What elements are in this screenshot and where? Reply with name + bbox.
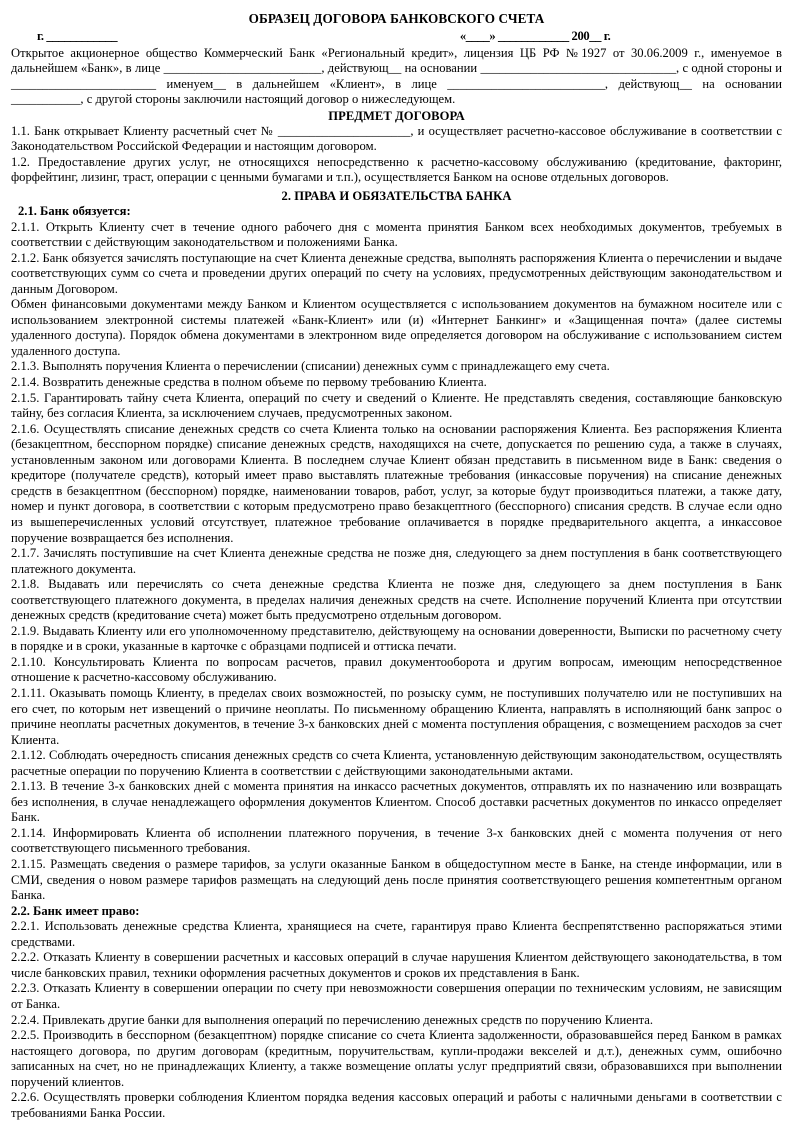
paragraph-2-2-1: 2.2.1. Использовать денежные средства Клиента, хранящиеся на счете, гарантируя право Клиента беспрепятственно распоряжаться этими средствами.: [11, 919, 782, 949]
paragraph-2-1-6: 2.1.6. Осуществлять списание денежных средств со счета Клиента только на основании распоряжения Клиента. Без распоряжения Клиента (безакцептном, бесспорном порядке) списание денежных средств, находящихся на счете, допускается по решению суда, а также в случаях, установленным законом или договорами Клиента. В последнем случае Клиент обязан представить в письменном виде в Банк: сведения о кредиторе (получателе средств), который имеет право выставлять платежные требования (инкассовые поручения) на списание денежных средств в безакцептном (бесспорном) порядке, наименовании товаров, работ, услуг, за которые будут производиться платежи, а также дату, номер и пункт договора, в соответствии с которым предусмотрено право безакцептного (бесспорного) списания средств. В случае если одно из вышеперечисленных условий отсутствует, платежное требование оплачивается в порядке предварительного акцепта, а инкассовое поручение возвращается без исполнения.: [11, 421, 782, 545]
preamble-paragraph: Открытое акционерное общество Коммерческий Банк «Региональный кредит», лицензия ЦБ РФ №1927 от 30.06.2009 г., именуемое в дальнейшем «Банк», в лице _________________________, действующ__ на основании _______________________________, с одной стороны и _______________________ именуем__ в дальнейшем «Клиент», в лице _________________________, действующ__ на основании ___________, с другой стороны заключили настоящий договор о нижеследующем.: [11, 45, 782, 107]
paragraph-2-1-5: 2.1.5. Гарантировать тайну счета Клиента, операций по счету и сведений о Клиенте. Не представлять сведения, составляющие банковскую тайну, без согласия Клиента, за исключением случаев, предусмотренных законом.: [11, 390, 782, 421]
paragraph-2-1-8: 2.1.8. Выдавать или перечислять со счета денежные средства Клиента не позже дня, следующего за днем поступления в Банк соответствующего платежного документа, в пределах наличия денежных средств на счете. Исполнение поручений Клиента при отсутствии денежных средств (кредитование счета) может быть предусмотрено отдельным договором.: [11, 577, 782, 623]
paragraph-document-exchange: Обмен финансовыми документами между Банком и Клиентом осуществляется с использованием документов на бумажном носителе или с использованием электронной системы платежей «Банк-Клиент» или (и) «Интернет Банкинг» и «Защищенная почта» (далее системы удаленного доступа). Порядок обмена документами в электронном виде определяется договором на обслуживание с использованием систем удаленного доступа.: [11, 297, 782, 358]
paragraph-2-2-4: 2.2.4. Привлекать другие банки для выполнения операций по перечислению денежных средств по поручению Клиента.: [11, 1012, 653, 1027]
paragraph-2-1-2: 2.1.2. Банк обязуется зачислять поступающие на счет Клиента денежные средства, выполнять распоряжения Клиента о перечислении и выдаче соответствующих сумм со счета и проведении других операций по счету на условиях, предусмотренных действующим законодательством и данным Договором.: [11, 250, 782, 296]
subheading-bank-obligations: 2.1. Банк обязуется:: [18, 203, 131, 218]
paragraph-2-1-1: 2.1.1. Открыть Клиенту счет в течение одного рабочего дня с момента принятия Банком всех необходимых документов, требуемых в соответствии с действующим законодательством и положениями Банка.: [11, 219, 782, 250]
section-spacer: [11, 186, 782, 188]
place-date-row: [11, 29, 782, 45]
paragraph-2-1-7: 2.1.7. Зачислять поступившие на счет Клиента денежные средства не позже дня, следующего за днем поступления в банк соответствующего платежного документа.: [11, 546, 782, 576]
paragraph-2-1-10: 2.1.10. Консультировать Клиента по вопросам расчетов, правил документооборота и другим вопросам, имеющим непосредственное отношение к расчетно-кассовому обслуживанию.: [11, 654, 782, 685]
section-heading-subject: ПРЕДМЕТ ДОГОВОРА: [328, 108, 465, 123]
place-field: г. ____________: [37, 29, 118, 43]
subheading-bank-entitlements: 2.2. Банк имеет право:: [11, 903, 140, 918]
paragraph-2-1-15: 2.1.15. Размещать сведения о размере тарифов, за услуги оказанные Банком в общедоступном месте в Банке, на стенде информации, или в СМИ, сведения о новом размере тарифов размещать на следующий день после принятия соответствующего решения компетентным органом Банка.: [11, 856, 782, 903]
page-title: ОБРАЗЕЦ ДОГОВОРА БАНКОВСКОГО СЧЕТА: [248, 11, 545, 26]
paragraph-2-1-3: 2.1.3. Выполнять поручения Клиента о перечислении (списании) денежных сумм с принадлежащего ему счета.: [11, 359, 610, 374]
paragraph-1-1: 1.1. Банк открывает Клиенту расчетный счет № _____________________, и осуществляет расчетно-кассовое обслуживание в соответствии с Законодательством Российской Федерации и настоящим договором.: [11, 123, 782, 154]
paragraph-2-1-11: 2.1.11. Оказывать помощь Клиенту, в пределах своих возможностей, по розыску сумм, не поступивших получателю или не поступивших на его счет, по которым нет извещений о причине неоплаты. По письменному обращению Клиента, направлять в исполняющий банк запрос о причине неоплаты расчетных документов, в течение 3-х банковских дней с момента поступления обращения, с возмещением расходов за счет Клиента.: [11, 685, 782, 747]
date-field: «____» ____________ 200__ г.: [459, 29, 611, 43]
paragraph-2-2-6: 2.2.6. Осуществлять проверки соблюдения Клиентом порядка ведения кассовых операций и работы с наличными деньгами в соответствии с требованиями Банка России.: [11, 1090, 782, 1120]
paragraph-2-2-5: 2.2.5. Производить в бесспорном (безакцептном) порядке списание со счета Клиента задолженности, образовавшейся перед Банком в рамках настоящего договора, по другим договорам (кредитным, поручительствам, купли-продажи векселей и д.т.), денежных сумм, ошибочно записанных на счет, но не принадлежащих Клиенту, а также возмещение оплаты услуг предприятий связи, образовавшихся при выполнении поручений клиентов.: [11, 1028, 782, 1089]
paragraph-2-1-13: 2.1.13. В течение 3-х банковских дней с момента принятия на инкассо расчетных документов, отправлять их по назначению или возвращать без исполнения, в случае ненадлежащего оформления документов Клиентом. Способ доставки расчетных документов по инкассо определяет Банк.: [11, 779, 782, 825]
paragraph-2-1-12: 2.1.12. Соблюдать очередность списания денежных средств со счета Клиента, установленную действующим законодательством, осуществлять расчетные операции по поручению Клиента в соответствии с действующими законодательными актами.: [11, 748, 782, 778]
paragraph-1-2: 1.2. Предоставление других услуг, не относящихся непосредственно к расчетно-кассовому обслуживанию (кредитование, факторинг, форфейтинг, лизинг, траст, операции с ценными бумагами и т.п.), осуществляется Банком на основе отдельных договоров.: [11, 154, 782, 185]
section-heading-bank-rights: 2. ПРАВА И ОБЯЗАТЕЛЬСТВА БАНКА: [281, 188, 512, 203]
paragraph-2-1-9: 2.1.9. Выдавать Клиенту или его уполномоченному представителю, действующему на основании доверенности, Выписки по расчетному счету в порядке и в сроки, указанные в карточке с образцами подписей и оттиска печати.: [11, 623, 782, 654]
paragraph-2-2-3: 2.2.3. Отказать Клиенту в совершении операции по счету при невозможности совершения операции по техническим условиям, не зависящим от Банка.: [11, 981, 782, 1011]
paragraph-2-1-4: 2.1.4. Возвратить денежные средства в полном объеме по первому требованию Клиента.: [11, 375, 487, 390]
paragraph-2-1-14: 2.1.14. Информировать Клиента об исполнении платежного поручения, в течение 3-х банковских дней с момента получения от него соответствующего письменного требования.: [11, 825, 782, 856]
paragraph-2-2-2: 2.2.2. Отказать Клиенту в совершении расчетных и кассовых операций в случае нарушения Клиентом действующего законодательства, в том числе банковских правил, техники оформления расчетных документов и сроков их представления в Банк.: [11, 950, 782, 980]
